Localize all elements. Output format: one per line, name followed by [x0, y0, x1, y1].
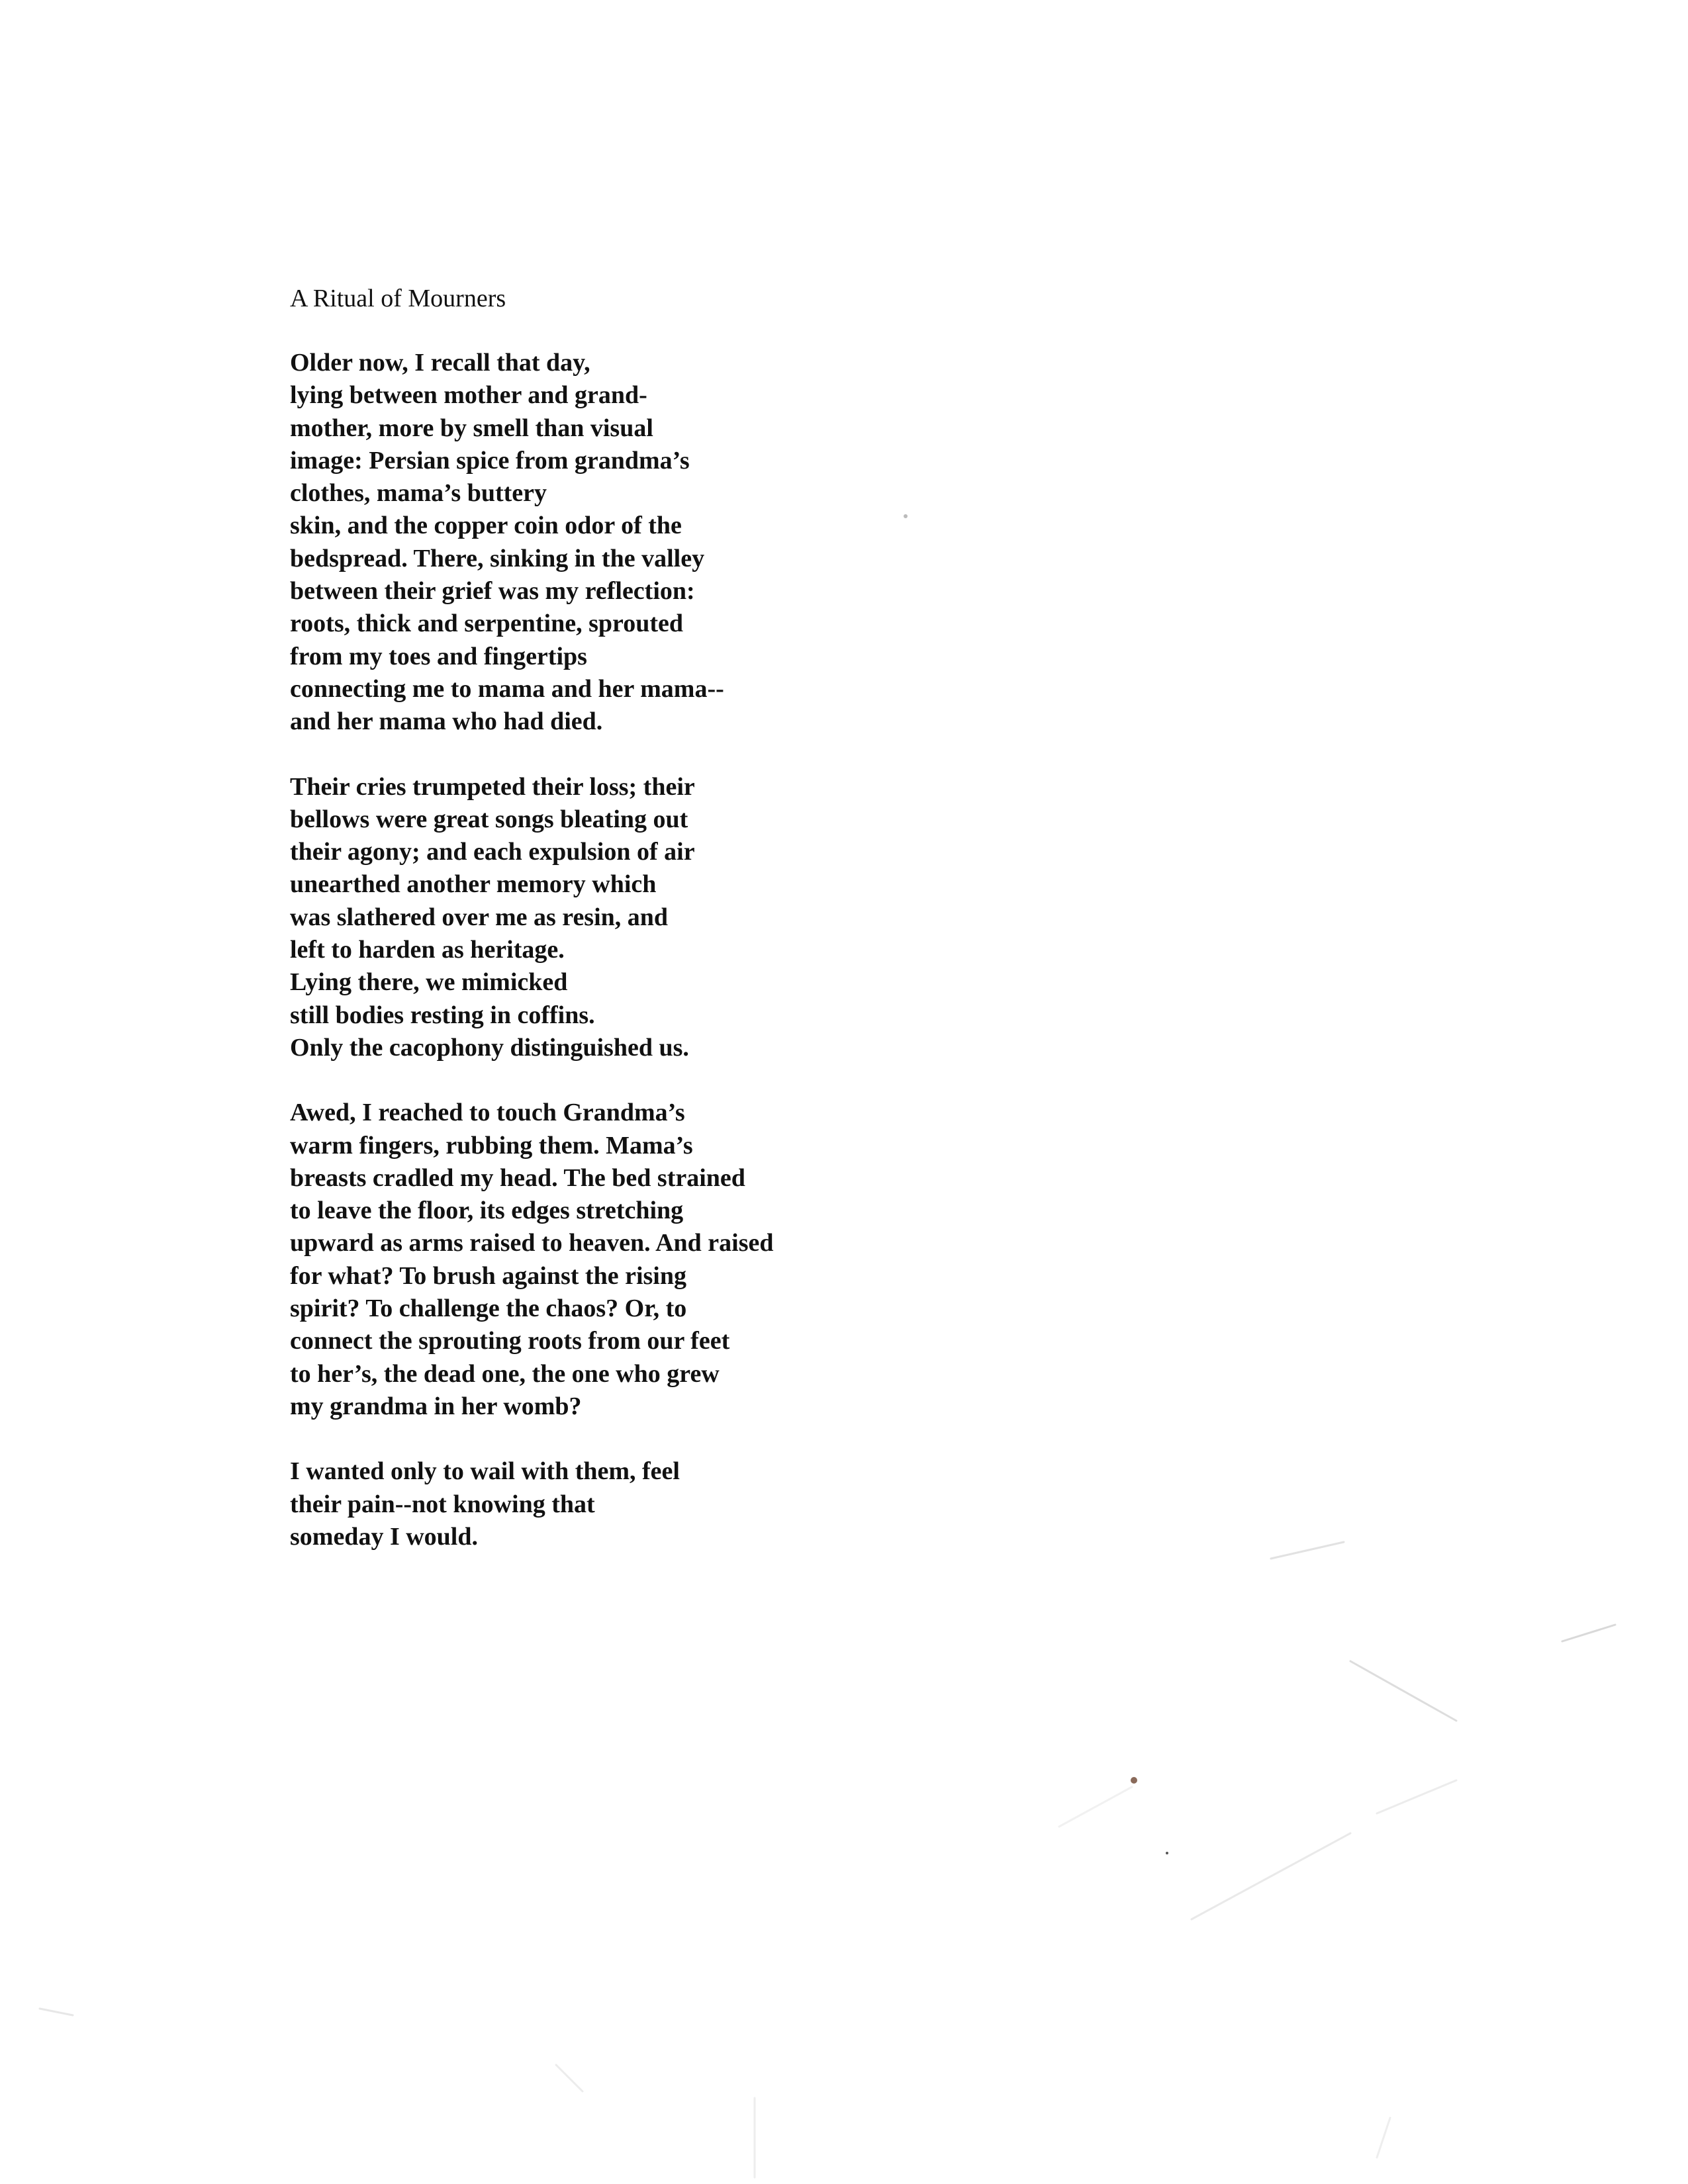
stanza-4 [290, 1455, 1217, 1553]
poem-line: someday I would. [290, 1522, 478, 1551]
poem-line: to her’s, the dead one, the one who grew [290, 1359, 720, 1388]
poem-line: connect the sprouting roots from our feet [290, 1327, 730, 1355]
poem-line: connecting me to mama and her mama-- [290, 674, 724, 703]
poem-line: mother, more by smell than visual [290, 414, 653, 442]
poem-line: their pain--not knowing that [290, 1490, 595, 1518]
poem-line: Older now, I recall that day, [290, 349, 590, 377]
poem-line: Awed, I reached to touch Grandma’s [290, 1099, 685, 1127]
poem-line: was slathered over me as resin, and [290, 903, 669, 931]
poem-line: still bodies resting in coffins. [290, 1001, 595, 1029]
stanza-1 [290, 347, 1217, 739]
poem-line: left to harden as heritage. [290, 936, 565, 964]
poem-line: Only the cacophony distinguished us. [290, 1033, 689, 1062]
poem-line: bellows were great songs bleating out [290, 805, 688, 833]
poem-line: from my toes and fingertips [290, 642, 587, 670]
poem-line: Their cries trumpeted their loss; their [290, 772, 695, 801]
poem-line: spirit? To challenge the chaos? Or, to [290, 1295, 687, 1323]
poem-line: between their grief was my reflection: [290, 577, 695, 606]
poem-line: lying between mother and grand- [290, 381, 647, 410]
stanza-2 [290, 771, 1217, 1065]
poem-line: their agony; and each expulsion of air [290, 838, 695, 866]
poem-line: bedspread. There, sinking in the valley [290, 544, 705, 572]
poem-line: breasts cradled my head. The bed strained [290, 1163, 745, 1192]
poem-line: clothes, mama’s buttery [290, 479, 547, 508]
poem-line: upward as arms raised to heaven. And raised [290, 1229, 774, 1257]
poem-line: image: Persian spice from grandma’s [290, 446, 690, 475]
poem-line: skin, and the copper coin odor of the [290, 512, 682, 540]
poem-line: I wanted only to wail with them, feel [290, 1457, 680, 1486]
poem-line: for what? To brush against the rising [290, 1261, 686, 1290]
stanza-3 [290, 1097, 1217, 1423]
poem-line: unearthed another memory which [290, 870, 657, 899]
poem-line: warm fingers, rubbing them. Mama’s [290, 1131, 693, 1160]
poem-line: and her mama who had died. [290, 707, 603, 736]
poem-title: A Ritual of Mourners [290, 285, 506, 312]
poem-body [290, 347, 1217, 1586]
poem-line: my grandma in her womb? [290, 1392, 582, 1420]
poem-line: roots, thick and serpentine, sprouted [290, 610, 683, 638]
poem-line: Lying there, we mimicked [290, 968, 568, 997]
poem-line: to leave the floor, its edges stretching [290, 1197, 684, 1225]
